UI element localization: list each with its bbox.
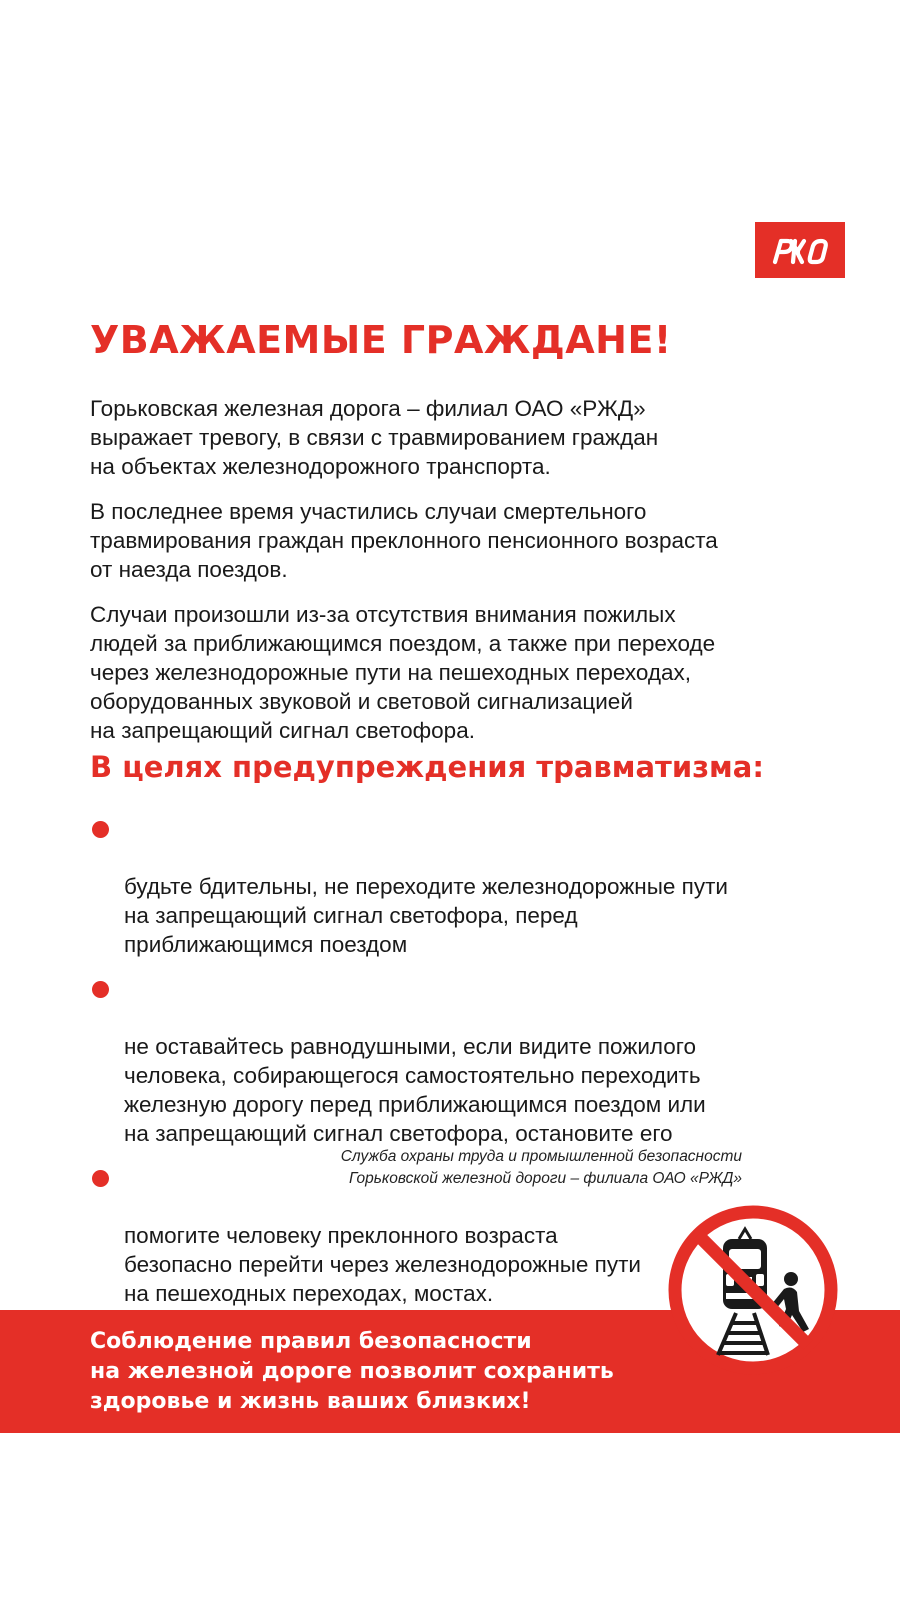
intro-paragraph: В последнее время участились случаи смертельного травмирования граждан преклонного пенсионного возраста от наезда поездов.	[90, 499, 718, 582]
red-dot-icon	[92, 1170, 109, 1187]
rzd-logo-icon	[767, 235, 833, 265]
list-item	[90, 814, 830, 959]
rzd-logo	[755, 222, 845, 278]
section-heading: В целях предупреждения травматизма:	[90, 750, 764, 784]
banner-text: Соблюдение правил безопасности на железной дороге позволит сохранить здоровье и жизнь ваших близких!	[90, 1329, 614, 1414]
rule-text: помогите человеку преклонного возраста безопасно перейти через железнодорожные пути на пешеходных переходах, мостах.	[124, 1223, 641, 1306]
no-crossing-before-train-icon	[668, 1205, 838, 1375]
signature: Служба охраны труда и промышленной безопасности Горьковской железной дороги – филиала ОАО «РЖД»	[340, 1148, 742, 1187]
intro-text	[90, 394, 830, 761]
rule-text: не оставайтесь равнодушными, если видите пожилого человека, собирающегося самостоятельно переходить железную дорогу перед приближающимся поездом или на запрещающий сигнал светофора, остановите его	[124, 1034, 706, 1146]
red-dot-icon	[92, 821, 109, 838]
rule-text: будьте бдительны, не переходите железнодорожные пути на запрещающий сигнал светофора, перед приближающимся поездом	[124, 874, 728, 957]
red-dot-icon	[92, 981, 109, 998]
intro-paragraph: Горьковская железная дорога – филиал ОАО «РЖД» выражает тревогу, в связи с травмированием граждан на объектах железнодорожного транспорта.	[90, 396, 659, 479]
list-item	[90, 974, 830, 1148]
page-title: УВАЖАЕМЫЕ ГРАЖДАНЕ!	[90, 318, 672, 362]
intro-paragraph: Случаи произошли из-за отсутствия внимания пожилых людей за приближающимся поездом, а также при переходе через железнодорожные пути на пешеходных переходах, оборудованных звуковой и световой сигнализацией на запрещающий сигнал светофора.	[90, 602, 716, 743]
